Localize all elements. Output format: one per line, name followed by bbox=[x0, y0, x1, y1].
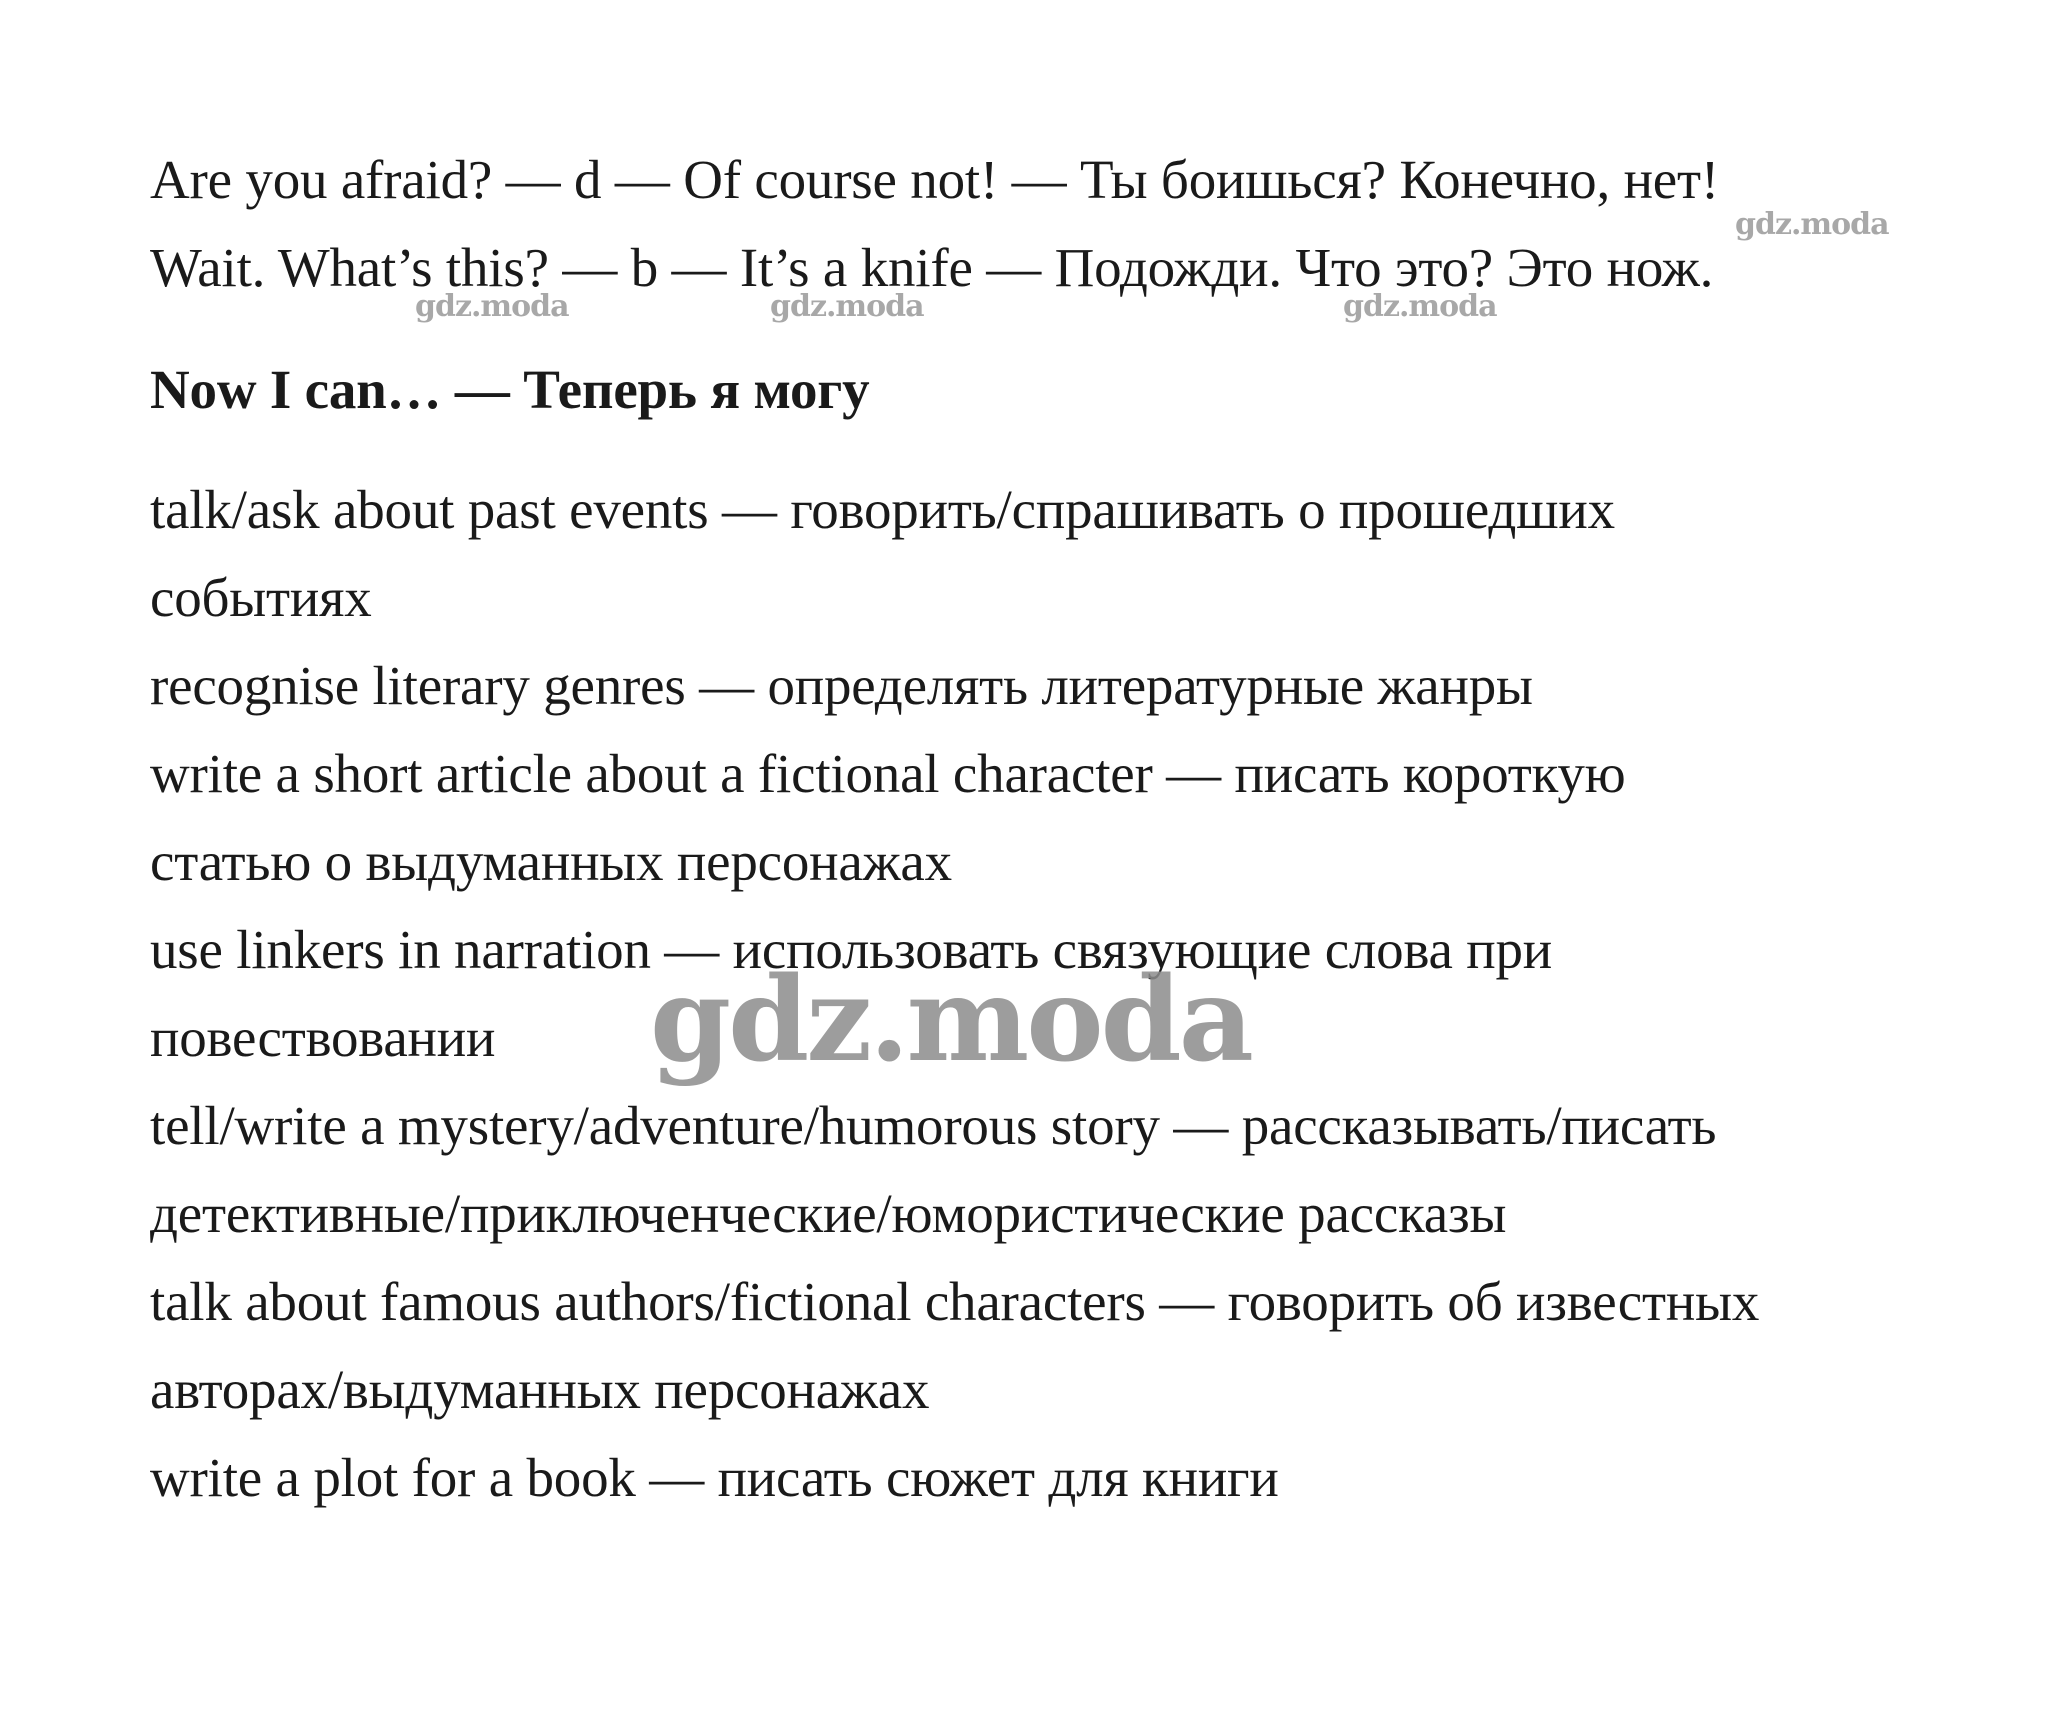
watermark-logo: gdz.moda bbox=[1735, 207, 1889, 242]
watermark-logo: gdz.moda bbox=[770, 289, 924, 324]
text-line-9: детективные/приключенческие/юмористические рассказы bbox=[150, 1183, 1507, 1244]
watermark-logo-large: gdz.moda bbox=[650, 952, 1251, 1088]
watermark-logo: gdz.moda bbox=[415, 289, 569, 324]
text-line-5: статью о выдуманных персонажах bbox=[150, 831, 952, 892]
text-line-6: use linkers in narration — использовать связующие слова при bbox=[150, 919, 1553, 980]
section-heading: Now I can… — Теперь я могу bbox=[150, 359, 870, 420]
text-line-7: повествовании bbox=[150, 1007, 496, 1068]
text-line-1: talk/ask about past events — говорить/спрашивать о прошедших bbox=[150, 479, 1615, 540]
dialogue-line-2: Wait. What’s this? — b — It’s a knife — Подожди. Что это? Это нож. bbox=[150, 237, 1714, 298]
dialogue-line-1: Are you afraid? — d — Of course not! — Ты боишься? Конечно, нет! bbox=[150, 149, 1719, 210]
text-line-10: talk about famous authors/fictional characters — говорить об известных bbox=[150, 1271, 1760, 1332]
text-line-4: write a short article about a fictional character — писать короткую bbox=[150, 743, 1626, 804]
watermark-logo: gdz.moda bbox=[1343, 289, 1497, 324]
text-line-2: событиях bbox=[150, 567, 372, 628]
text-line-8: tell/write a mystery/adventure/humorous story — рассказывать/писать bbox=[150, 1095, 1717, 1156]
text-line-3: recognise literary genres — определять литературные жанры bbox=[150, 655, 1533, 716]
text-line-12: write a plot for a book — писать сюжет для книги bbox=[150, 1447, 1279, 1508]
text-line-11: авторах/выдуманных персонажах bbox=[150, 1359, 930, 1420]
